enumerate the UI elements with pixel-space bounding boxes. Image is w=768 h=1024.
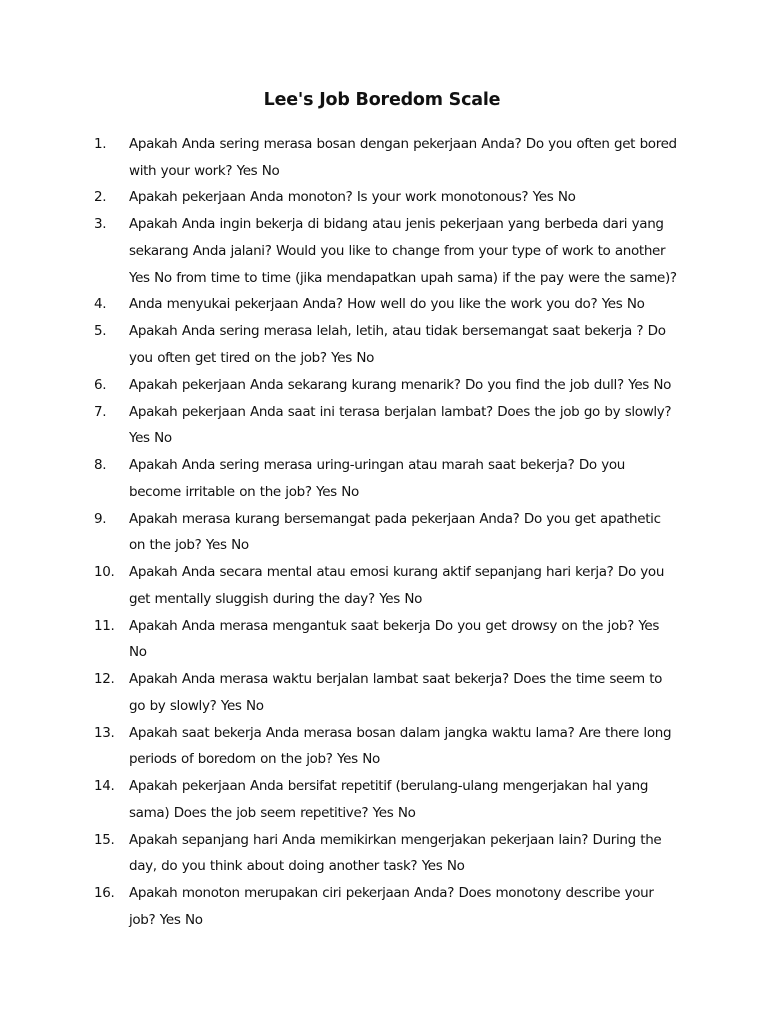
list-item [0, 773, 768, 826]
item-number: 3. [94, 216, 107, 233]
list-item [0, 666, 768, 719]
item-text: Apakah Anda sering merasa uring-uringan atau marah saat bekerja? Do you become irritable on the job? Yes No [129, 457, 625, 500]
item-number: 6. [94, 376, 107, 393]
list-item [0, 559, 768, 612]
item-text: Apakah Anda merasa mengantuk saat bekerja Do you get drowsy on the job? Yes No [129, 617, 660, 661]
list-item [0, 880, 768, 933]
item-number: 10. [94, 564, 115, 581]
item-text: Apakah Anda sering merasa bosan dengan pekerjaan Anda? Do you often get bored with your work? Yes No [129, 136, 677, 179]
item-text: Apakah saat bekerja Anda merasa bosan dalam jangka waktu lama? Are there long periods of boredom on the job? Yes No [129, 724, 672, 768]
item-text: Apakah Anda secara mental atau emosi kurang aktif sepanjang hari kerja? Do you get mentally sluggish during the day? Yes No [129, 564, 665, 607]
item-number: 16. [94, 885, 115, 902]
item-number: 15. [94, 831, 115, 848]
item-number: 2. [94, 189, 107, 206]
item-text: Apakah merasa kurang bersemangat pada pekerjaan Anda? Do you get apathetic on the job? Yes No [129, 510, 661, 554]
item-number: 12. [94, 671, 115, 688]
list-item [0, 184, 768, 211]
item-number: 14. [94, 778, 115, 795]
item-text: Apakah monoton merupakan ciri pekerjaan Anda? Does monotony describe your job? Yes No [129, 885, 654, 928]
item-text: Apakah pekerjaan Anda monoton? Is your work monotonous? Yes No [129, 189, 576, 206]
list-item [0, 506, 768, 559]
question-list [0, 131, 768, 934]
item-number: 13. [94, 724, 115, 741]
item-number: 9. [94, 510, 107, 527]
item-text: Apakah Anda merasa waktu berjalan lambat saat bekerja? Does the time seem to go by slowly? Yes No [129, 671, 663, 714]
item-text: Apakah Anda sering merasa lelah, letih, atau tidak bersemangat saat bekerja ? Do you often get tired on the job? Yes No [129, 323, 666, 366]
list-item [0, 720, 768, 773]
item-number: 4. [94, 296, 107, 313]
item-text: Apakah pekerjaan Anda saat ini terasa berjalan lambat? Does the job go by slowly? Yes No [129, 403, 672, 447]
list-item [0, 291, 768, 318]
item-number: 1. [94, 136, 107, 152]
item-text: Apakah pekerjaan Anda bersifat repetitif (berulang-ulang mengerjakan hal yang sama) Does the job seem repetitive? Yes No [129, 778, 649, 821]
item-number: 7. [94, 403, 107, 420]
list-item [0, 211, 768, 291]
list-item [0, 318, 768, 371]
item-text: Anda menyukai pekerjaan Anda? How well do you like the work you do? Yes No [129, 296, 645, 313]
document-title: Lee's Job Boredom Scale [263, 90, 501, 110]
list-item [0, 827, 768, 880]
item-number: 5. [94, 323, 107, 340]
list-item [0, 613, 768, 666]
item-text: Apakah Anda ingin bekerja di bidang atau jenis pekerjaan yang berbeda dari yang sekarang Anda jalani? Would you like to change from your type of work to another Yes No from time to time (jika mendapatkan upah sama) if the pay were the same)? [129, 216, 677, 286]
item-number: 11. [94, 617, 115, 634]
item-text: Apakah pekerjaan Anda sekarang kurang menarik? Do you find the job dull? Yes No [129, 376, 672, 393]
item-number: 8. [94, 457, 107, 474]
list-item [0, 131, 768, 184]
list-item [0, 399, 768, 452]
item-text: Apakah sepanjang hari Anda memikirkan mengerjakan pekerjaan lain? During the day, do you think about doing another task? Yes No [129, 831, 662, 875]
list-item [0, 372, 768, 399]
list-item [0, 452, 768, 505]
